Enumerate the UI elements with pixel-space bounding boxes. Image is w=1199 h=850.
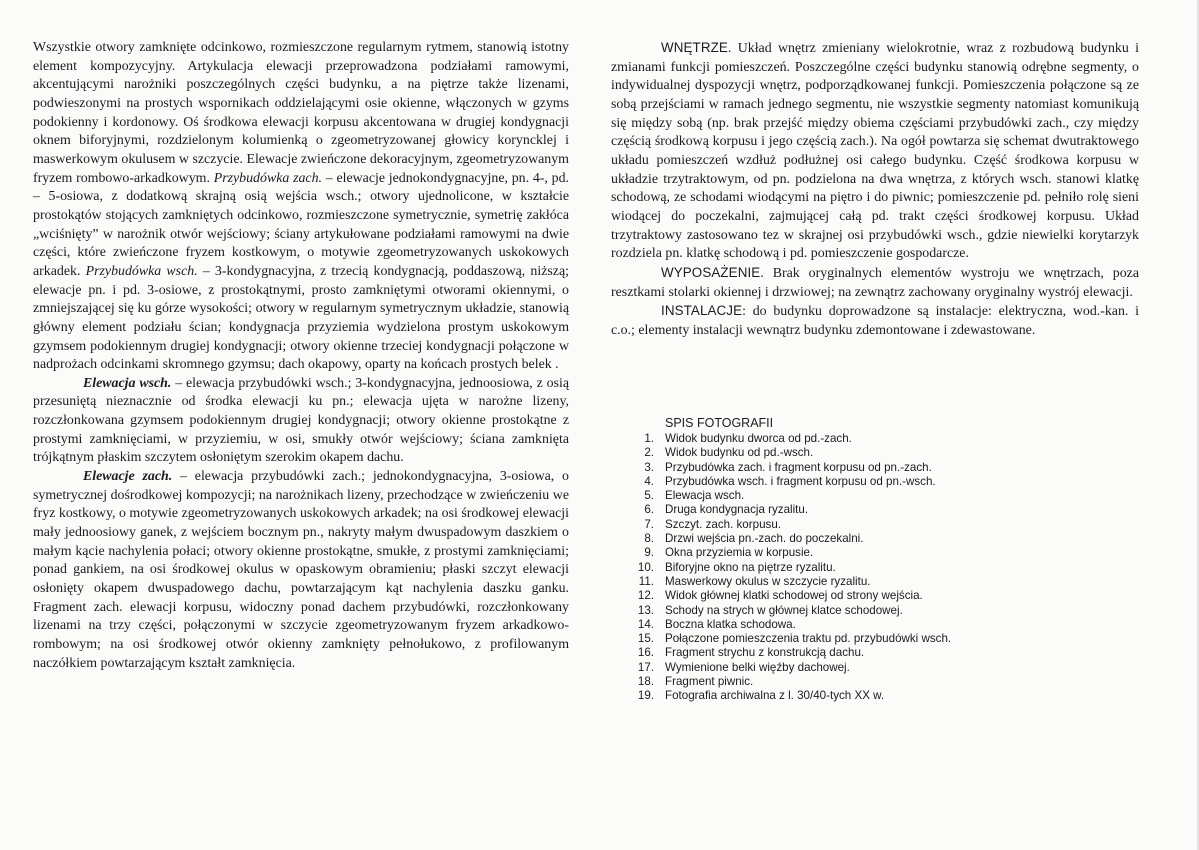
subheading-elewacja-wsch: Elewacja wsch. xyxy=(83,375,172,391)
list-item xyxy=(636,561,1096,575)
photo-caption: Przybudówka wsch. i fragment korpusu od pn.-wsch. xyxy=(665,474,936,488)
photo-caption: Elewacja wsch. xyxy=(665,489,745,503)
paragraph-text: : do budynku doprowadzone są instalacje: elektryczna, wod.-kan. i c.o.; elementy instalacji wewnątrz budynku zdemontowane i zdewastowane. xyxy=(611,304,1139,338)
section-heading-instalacje: INSTALACJE xyxy=(661,303,743,319)
photo-number: 5. xyxy=(644,489,654,503)
paragraph-elevations xyxy=(33,39,569,375)
photo-caption: Wymienione belki więźby dachowej. xyxy=(665,660,850,674)
paragraph-text: – elewacja przybudówki zach.; jednokondygnacyjna, 3-osiowa, o symetrycznej dośrodkowej kompozycji; na narożnikach lizeny, przechodzące w zwieńczeniu we fryz kostkowy, o motywie zgeometryzowanych uskokowych arkadek; na osi środkowej elewacji mały jednoosiowy ganek, z wejściem bocznym pn., nakryty małym dwuspadowym daszkiem o małym kącie nachylenia połaci; otwory okienne prostokątne, smukłe, z prostymi zamknięciami; ponad gankiem, na osi środkowej okulus w opaskowym obramieniu; płaski szczyt elewacji osłonięty okapem dwuspadowego dachu, powtarzającym kąt nachylenia daszku ganku. Fragment zach. elewacji korpusu, widoczny ponad dachem przybudówki, rozczłonkowany lizenami na trzy części, połączonymi w szczycie zgeometryzowanym fryzem arkadkowo-rombowym; na osi środkowej otwór okienny zamknięty pełnołukowo, z profilowanym naczółkiem powtarzającym kształt zamknięcia. xyxy=(33,469,569,671)
photo-number: 10. xyxy=(637,560,654,574)
list-item xyxy=(636,689,1096,703)
photo-index xyxy=(636,415,1096,704)
photo-number: 15. xyxy=(637,632,654,646)
photo-number: 3. xyxy=(644,460,654,474)
list-item xyxy=(636,604,1096,618)
list-item xyxy=(636,446,1096,460)
photo-caption: Drzwi wejścia pn.-zach. do poczekalni. xyxy=(665,532,864,546)
list-item xyxy=(636,618,1096,632)
paragraph-text: – elewacja przybudówki wsch.; 3-kondygnacyjna, jednoosiowa, z osią przesuniętą nieznacznie od środka elewacji ku pn.; elewacja ujęta w narożne lizeny, rozczłonkowana gzymsem podokiennym drugiej kondygnacji; otwory okienne prostokątne z prostymi zamknięciami, w przyziemiu, w osi, smukły otwór wejściowy; ściana zamknięta trójkątnym płaskim szczytem osłoniętym szerokim okapem dachu. xyxy=(33,375,569,466)
subheading-przybudowka-wsch: Przybudówka wsch. xyxy=(85,263,198,279)
list-item xyxy=(636,532,1096,546)
list-item xyxy=(636,461,1096,475)
subheading-przybudowka-zach: Przybudówka zach. xyxy=(213,170,323,186)
photo-caption: Widok budynku dworca od pd.-zach. xyxy=(665,432,852,445)
photo-number: 18. xyxy=(637,675,654,689)
photo-number: 17. xyxy=(637,660,654,674)
photo-caption: Schody na strych w głównej klatce schodowej. xyxy=(665,603,903,617)
right-text-column xyxy=(611,39,1139,341)
photo-number: 4. xyxy=(644,474,654,488)
photo-caption: Biforyjne okno na piętrze ryzalitu. xyxy=(665,560,836,574)
photo-caption: Druga kondygnacja ryzalitu. xyxy=(665,503,809,517)
photo-number: 16. xyxy=(637,646,654,660)
list-item xyxy=(636,546,1096,560)
paragraph-wnetrze xyxy=(611,39,1139,264)
photo-number: 9. xyxy=(644,546,654,560)
photo-caption: Maswerkowy okulus w szczycie ryzalitu. xyxy=(665,574,871,588)
list-item xyxy=(636,632,1096,646)
photo-caption: Okna przyziemia w korpusie. xyxy=(665,546,814,560)
list-item xyxy=(636,646,1096,660)
photo-index-title: SPIS FOTOGRAFII xyxy=(665,416,774,430)
photo-number: 6. xyxy=(644,503,654,517)
list-item xyxy=(636,518,1096,532)
photo-number: 2. xyxy=(644,446,654,460)
paragraph-instalacje xyxy=(611,302,1139,340)
photo-number: 8. xyxy=(644,532,654,546)
paragraph-elewacja-wsch xyxy=(33,375,569,468)
photo-caption: Przybudówka zach. i fragment korpusu od pn.-zach. xyxy=(665,460,932,474)
photo-caption: Fragment piwnic. xyxy=(665,675,754,689)
paragraph-text: Wszystkie otwory zamknięte odcinkowo, rozmieszczone regularnym rytmem, stanowią istotny element kompozycyjny. Artykulacja elewacji przeprowadzona podziałami ramowymi, akcentującymi narożniki poszczególnych części budynku, a na piętrze także lizenami, podwieszonymi na prostych wspornikach oddzielającymi osie okienne, włączonych w gzyms podokienny i kordonowy. Oś środkowa elewacji korpusu akcentowana w drugiej kondygnacji oknem biforyjnymi, rozdzielonym kolumienką o zgeometryzowanej głowicy koryncklej i maswerkowym okulusem w szczycie. Elewacje zwieńczone dekoracyjnym, zgeometryzowanym fryzem rombowo-arkadkowym. xyxy=(33,40,569,186)
list-item xyxy=(636,489,1096,503)
photo-caption: Widok głównej klatki schodowej od strony wejścia. xyxy=(665,589,923,603)
photo-number: 7. xyxy=(644,517,654,531)
list-item xyxy=(636,575,1096,589)
photo-caption: Boczna klatka schodowa. xyxy=(665,617,796,631)
photo-caption: Połączone pomieszczenia traktu pd. przybudówki wsch. xyxy=(665,632,952,646)
photo-number: 11. xyxy=(638,574,654,588)
photo-caption: Widok budynku od pd.-wsch. xyxy=(665,446,814,460)
list-item xyxy=(636,432,1096,446)
list-item xyxy=(636,589,1096,603)
list-item xyxy=(636,503,1096,517)
photo-list xyxy=(636,432,1096,704)
paragraph-elewacje-zach xyxy=(33,468,569,673)
subheading-elewacje-zach: Elewacje zach. xyxy=(83,469,173,485)
photo-caption: Fotografia archiwalna z l. 30/40-tych XX w. xyxy=(665,689,885,703)
photo-number: 12. xyxy=(637,589,654,603)
paragraph-text: . Brak oryginalnych elementów wystroju we wnętrzach, poza resztkami stolarki okiennej i drzwiowej; na zewnątrz zachowany oryginalny wystrój elewacji. xyxy=(611,265,1139,300)
list-item xyxy=(636,675,1096,689)
paragraph-text: – 3-kondygnacyjna, z trzecią kondygnacją, poddaszową, niższą; elewacje pn. i pd. 3-osiowe, z prostokątnymi, prosto zamkniętymi otworami okiennymi, o zmniejszającej się ku górze wysokości; otwory w regularnym symetrycznym układzie, stanowią główny element podziału ścian; kondygnacja przyziemia wydzielona prostym uskokowym gzymsem podokiennym drugiej kondygnacji; otwory okienne trzeciej kondygnacji połączone w nadprożach odcinkami skromnego gzymsu; dach okapowy, oparty na końcach prostych belek . xyxy=(33,263,569,373)
list-item xyxy=(636,661,1096,675)
photo-number: 13. xyxy=(637,603,654,617)
paragraph-wyposazenie xyxy=(611,264,1139,302)
photo-caption: Szczyt. zach. korpusu. xyxy=(665,517,781,531)
section-heading-wyposazenie: WYPOSAŻENIE xyxy=(661,264,761,280)
photo-number: 1. xyxy=(644,432,654,445)
paragraph-text: . Układ wnętrz zmieniany wielokrotnie, wraz z rozbudową budynku i zmianami funkcji pomieszczeń. Poszczególne części budynku stanowią odrębne segmenty, o indywidualnej dyspozycji wnętrz, podporządkowanej funkcji. Pomieszczenia połączone są ze sobą przejściami w ramach jednego segmentu, nie wszystkie segmenty natomiast komunikują się między sobą (np. brak przejść między obiema częściami przybudówki zach., czy między częścią środkową korpusu i jego częścią zach.). Na ogół powtarza się schemat dwutraktowego układu pomieszczeń wzdłuż podłużnej osi całego budynku. Część środkowa korpusu w układzie trzytraktowym, od pn. podzielona na dwa wnętrza, z których wsch. stanowi klatkę schodową, ze schodami wiodącymi na piętro i do piwnic; pomieszczenie pd. pełniło rolę sieni wiodącej do poczekalni, zajmującej całą pd. trakt części środkowej korpusu. Układ trzytraktowy zastosowano tez w skrajnej osi przybudówki wsch., gdzie niewielki korytarzyk rozdziela pn. klatkę schodową i pd. pomieszczenie gospodarcze. xyxy=(611,41,1139,262)
list-item xyxy=(636,475,1096,489)
paragraph-text: – elewacje jednokondygnacyjne, pn. 4-, pd. – 5-osiowa, z dodatkową skrajną osią wejścia wsch.; otwory ujednolicone, w kształcie prostokątów stojących zamkniętych odcinkowo, rozmieszczone symetrycznie, symetrię zakłóca „wciśnięty” w narożnik otwór wejściowy; ściany artykułowane podziałami ramowymi na dwie części, które zwieńczone fryzem kostkowym, o motywie zgeometryzowanych uskokowych arkadek. xyxy=(33,170,569,279)
left-text-column xyxy=(33,39,569,673)
section-heading-wnetrze: WNĘTRZE xyxy=(661,40,728,55)
photo-number: 19. xyxy=(637,689,654,703)
photo-number: 14. xyxy=(637,617,654,631)
photo-caption: Fragment strychu z konstrukcją dachu. xyxy=(665,646,865,660)
